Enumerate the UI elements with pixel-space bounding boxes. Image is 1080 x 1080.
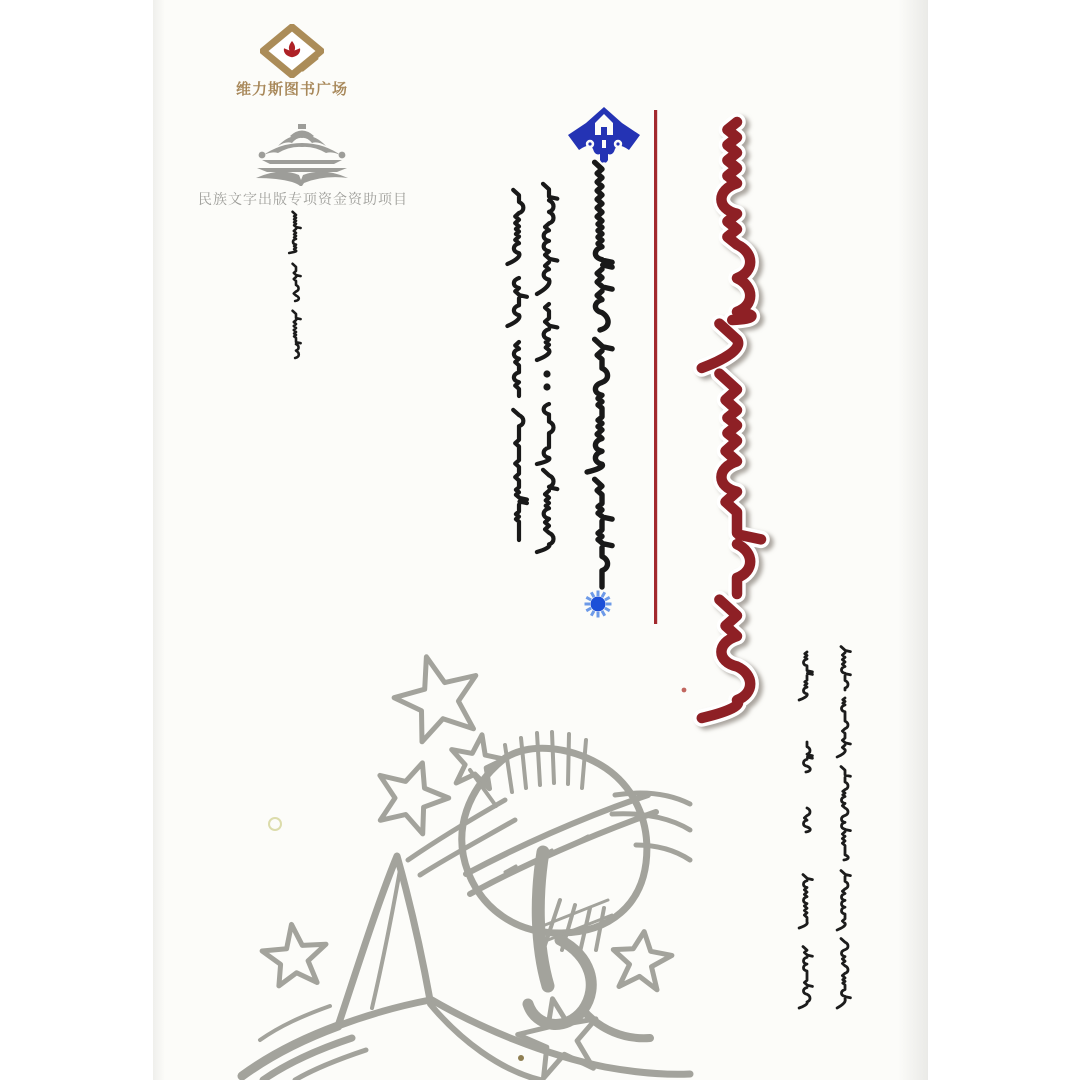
mongol-punctuation-dot — [543, 370, 550, 377]
mongol-colophon-column-1 — [837, 647, 850, 1008]
mongol-subtitle-column-2-path — [537, 184, 557, 552]
mongol-subtitle-column-3 — [507, 190, 527, 540]
mongol-subtitle-column-3-path — [507, 190, 527, 540]
mongol-subtitle-column-1 — [587, 162, 612, 587]
mongol-subtitle-column-1-path — [587, 162, 612, 587]
title-red-script — [702, 122, 761, 718]
mongol-title-script — [702, 122, 761, 718]
bookstore-name: 维力斯图书广场 — [235, 80, 348, 98]
mongol-punctuation-dot — [543, 383, 550, 390]
mongol-colophon-column-1-path — [837, 647, 850, 1008]
mongol-colophon-column-2-path — [799, 652, 812, 1008]
title-rule-line — [654, 110, 657, 624]
starburst-core — [591, 597, 606, 612]
starburst-divider-icon — [585, 591, 612, 618]
mongol-note-column-path — [289, 212, 300, 358]
mongol-note-column — [289, 212, 300, 358]
fund-project-label: 民族文字出版专项资金资助项目 — [198, 192, 408, 208]
mongol-subtitle-column-2 — [537, 184, 557, 552]
mongol-colophon-column-2 — [799, 652, 812, 1008]
